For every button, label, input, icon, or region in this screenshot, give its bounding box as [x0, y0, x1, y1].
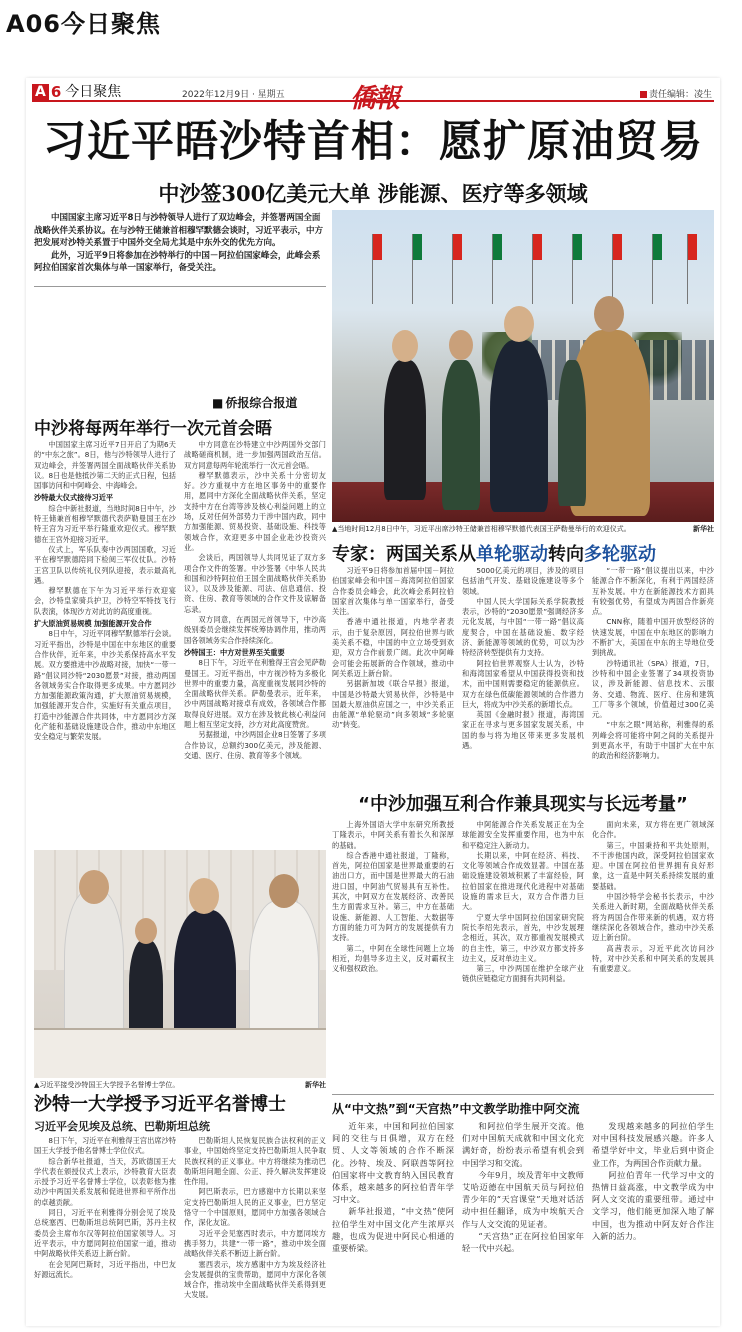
body-paragraph: 8日下午，习近平在利雅得王宫出席沙特国王大学授予他名誉博士学位仪式。 — [34, 1136, 176, 1156]
article1-title: 中沙将每两年举行一次元首会晤 — [34, 419, 272, 439]
article2-column-2 — [184, 1136, 326, 1320]
body-paragraph: 中国人民大学国际关系学院教授表示，沙特的“2030愿景”强调经济多元化发展，与中国“一带一路”倡议高度契合，中国在基础设施、数字经济、新能源等领域的优势，可以为沙特经济转型提供有力支持。 — [462, 596, 584, 658]
body-paragraph: 综合香港中通社报道，丁隆称，首先，阿拉伯国家是世界最重要的石油出口方，而中国是世界最大的石油进口国，中阿油气贸易具有互补性。其次，中阿双方在发展经济、改善民生方面需求互补。第三，中方在基础设施、新能源、人工智能、大数据等方面的能力可为阿方的发展提供有力支持。 — [332, 850, 454, 943]
section-header — [0, 0, 742, 46]
body-paragraph: 第三，中沙两国在维护全球产业链供应链稳定方面拥有共同利益。 — [462, 964, 584, 984]
body-paragraph: 香港中通社报道，内地学者表示，由于复杂原因，阿拉伯世界与欧美关系不稳，中国的中立立场受到欢迎，双方合作前景广阔。此次中阿峰会可能会拓展新的合作领域，推动中阿关系迈上新台阶。 — [332, 617, 454, 678]
body-paragraph: 宁夏大学中国阿拉伯国家研究院院长李绍先表示，首先，中沙发展理念相近，其次，双方都重视发展模式的自主性，第三，中沙双方都支持多边主义，反对单边主义。 — [462, 912, 584, 963]
lead-paragraph: 中国国家主席习近平8日与沙特领导人进行了双边峰会，并签署两国全面战略伙伴关系协议。在与沙特王储兼首相穆罕默德会谈时，习近平表示，中方把发展对沙特关系置于中国外交全局尤其是中东外交的优先方向。 — [34, 213, 324, 248]
body-paragraph: 近年来，中国和阿拉伯国家间的交往与日俱增，双方在经贸、人文等领域的合作不断深化。沙特、埃及、阿联酋等阿拉伯国家将中文教育纳入国民教育体系，越来越多的阿拉伯青年学习中文。 — [332, 1121, 454, 1205]
body-paragraph: 英国《金融时报》报道，海湾国家正在寻求与更多国家发展关系，中国的参与将为地区带来更多发展机遇。 — [462, 710, 584, 751]
issue-date: 2022年12月9日 · 星期五 — [182, 90, 285, 100]
body-paragraph: 上海外国语大学中东研究所教授丁隆表示，中阿关系有着长久和深厚的基础。 — [332, 820, 454, 850]
body-paragraph: 中方同意在沙特建立中沙两国外交部门战略磋商机制，进一步加强两国政治互信。双方同意每两年轮流举行一次元首会晤。 — [184, 440, 326, 470]
body-paragraph: 习近平9日将参加首届中国－阿拉伯国家峰会和中国－海湾阿拉伯国家合作委员会峰会，此次峰会系阿拉伯国家首次集体与单一国家举行，备受关注。 — [332, 566, 454, 617]
body-paragraph: 高茜表示，习近平此次访问沙特，对中沙关系和中阿关系的发展具有重要意义。 — [592, 943, 714, 974]
body-paragraph: 发现越来越多的阿拉伯学生对中国科技发展感兴趣。许多人希望学好中文，毕业后到中资企业工作，为两国合作贡献力量。 — [592, 1121, 714, 1168]
newspaper-logo: 僑報 — [350, 84, 399, 114]
newspaper-page — [26, 78, 720, 1326]
body-paragraph: 穆罕默德表示，沙中关系十分密切友好。沙方重视中方在地区事务中的重要作用，愿同中方深化全面战略伙伴关系，坚定支持中方在台湾等涉及核心利益问题上的立场，反对任何外部势力干涉中国内政，同中方加强能源、贸易投资、基础设施、科技等领域合作，欢迎更多中国企业赴沙投资兴业。 — [184, 470, 326, 552]
section-code: A06今日聚焦 — [6, 10, 161, 38]
main-photo — [332, 210, 714, 522]
responsible-editor: 责任编辑：凌生 — [640, 87, 712, 100]
lead-paragraph: 此外，习近平9日将参加在沙特举行的中国－阿拉伯国家峰会，此峰会系阿拉伯国家首次集体与单一国家举行，备受关注。 — [34, 250, 321, 273]
education-article-title: 从“中文热”到“天宫热”中文教学助推中阿交流 — [332, 1102, 580, 1116]
body-paragraph: 另据新加坡《联合早报》报道，中国是沙特最大贸易伙伴，沙特是中国最大原油供应国之一，中沙关系正由能源“单轮驱动”向多领域“多轮驱动”转变。 — [332, 679, 454, 730]
education-column-2 — [462, 1120, 584, 1320]
body-paragraph: 5000亿美元的项目，涉及的项目包括油气开发、基础设施建设等多个领域。 — [462, 566, 584, 596]
section-subheading: 沙特国王：中方对世界至关重要 — [184, 647, 285, 657]
body-paragraph: 习近平会见塞西时表示，中方愿同埃方携手努力，共建“一带一路”，推动中埃全面战略伙伴关系不断迈上新台阶。 — [184, 1228, 326, 1259]
page-topbar — [32, 82, 714, 114]
cooperation-article-title: “中沙加强互利合作兼具现实与长远考量” — [358, 794, 688, 815]
caption-text: ▲当地时间12月8日中午，习近平出席沙特王储兼首相穆罕默德代表国王萨勒曼举行的欢迎仪式。 — [332, 525, 631, 533]
page-section-name: 今日聚焦 — [65, 84, 122, 100]
expert-article-title — [332, 540, 714, 566]
body-paragraph: 新华社报道，“中文热”使阿拉伯学生对中国文化产生浓厚兴趣，也成为促进中阿民心相通的重要桥梁。 — [332, 1206, 454, 1254]
body-paragraph: 阿巴斯表示，巴方感谢中方长期以来坚定支持巴勒斯坦人民的正义事业，巴方坚定恪守一个中国原则，愿同中方加强各领域合作，深化友谊。 — [184, 1187, 326, 1228]
expert-column-3 — [592, 566, 714, 784]
education-column-1 — [332, 1120, 454, 1320]
divider — [332, 1094, 714, 1095]
body-paragraph: 综合新华社报道，当天，苏欧德国王大学代表在颁授仪式上表示，沙特教育大臣表示授予习近平名誉博士学位，以表彰他为推动沙中两国关系发展和促进世界和平所作出的卓越贡献。 — [34, 1156, 176, 1207]
section-subheading: 沙特最大仪式接待习近平 — [34, 493, 114, 503]
title-part: 专家：两国关系从 — [332, 544, 476, 565]
photo-credit: 新华社 — [693, 525, 714, 533]
photo-credit: 新华社 — [305, 1081, 326, 1089]
body-paragraph: 面向未来，双方将在更广领域深化合作。 — [592, 820, 714, 840]
lead-paragraphs — [34, 212, 326, 275]
page-badge — [32, 84, 121, 100]
education-column-3 — [592, 1120, 714, 1320]
degree-photo-caption — [34, 1080, 326, 1090]
main-subheadline: 中沙签300亿美元大单 涉能源、医疗等多领域 — [158, 181, 588, 206]
body-paragraph: 会谈后，两国领导人共同见证了双方多项合作文件的签署。中沙签署《中华人民共和国和沙特阿拉伯王国全面战略伙伴关系协议》，以及涉及能源、司法、信息通信、投资、住房、教育等领域的合作文件及谅解备忘录。 — [184, 553, 326, 614]
body-paragraph: 阿拉伯青年一代学习中文的热情日益高涨，中文教学成为中阿人文交流的重要纽带。通过中文学习，他们能更加深入地了解中国，也为推动中阿友好合作注入新的活力。 — [592, 1169, 714, 1241]
body-paragraph: CNN称，随着中国开放型经济的快速发展，中国在中东地区的影响力不断扩大，美国在中东的主导地位受到挑战。 — [592, 617, 714, 658]
body-paragraph: 同日，习近平在利雅得分别会见了埃及总统塞西、巴勒斯坦总统阿巴斯，苏丹主权委员会主席布尔汉等阿拉伯国家领导人。习近平表示，中方愿同阿拉伯国家一道，推动中阿战略伙伴关系迈上新台阶。 — [34, 1208, 176, 1259]
section-subheading: 扩大原油贸易规模 加强能源开发合作 — [34, 619, 152, 629]
body-paragraph: 在会见阿巴斯时，习近平指出，中巴友好源远流长。 — [34, 1259, 176, 1279]
main-photo-caption — [332, 524, 714, 534]
page-number: 6 — [50, 83, 62, 101]
article2-column-1 — [34, 1136, 176, 1320]
article2-title: 沙特一大学授予习近平名誉博士 — [34, 1094, 286, 1115]
cooperation-column-2 — [462, 820, 584, 1090]
body-paragraph: 中国国家主席习近平7日开启了为期6天的“中东之旅”。8日，他与沙特领导人进行了双边峰会，并签署两国全面战略伙伴关系协议。8日也是他抵沙第二天的正式日程，包括国事访问和中阿峰会、中海峰会。 — [34, 440, 176, 491]
article1-column-1 — [34, 440, 176, 844]
expert-column-1 — [332, 566, 454, 784]
body-paragraph: 中国沙特学会秘书长表示，中沙关系进入新时期，全面战略伙伴关系将为两国合作带来新的机遇，双方将继续深化各领域合作，推动中沙关系迈上新台阶。 — [592, 892, 714, 943]
body-paragraph: 今年9月，埃及青年中文教师艾哈迈德在中国航天员与阿拉伯青少年的“天宫课堂”天地对话活动中担任翻译，成为中埃航天合作与人文交流的见证者。 — [462, 1169, 584, 1229]
body-paragraph: 8日下午，习近平在利雅得王宫会见萨勒曼国王。习近平指出，中方视沙特为多极化世界中的重要力量，高度重视发展同沙特的全面战略伙伴关系。萨勒曼表示，近年来，沙中两国战略对接卓有成效，各领域合作都取得良好进展。双方在涉及彼此核心利益问题上相互坚定支持，沙方对此高度赞赏。 — [184, 658, 326, 730]
title-highlight: 单轮驱动 — [476, 544, 548, 565]
byline: ■ 侨报综合报道 — [212, 394, 297, 411]
body-paragraph: 塞西表示，埃方感谢中方为埃及经济社会发展提供的宝贵帮助，愿同中方深化各领域合作，推动埃中全面战略伙伴关系得到更大发展。 — [184, 1259, 326, 1300]
body-paragraph: 综合中新社报道，当地时间8日中午，沙特王储兼首相穆罕默德代表萨勒曼国王在沙特王宫为习近平举行隆重欢迎仪式。穆罕默德在王宫外迎接习近平。 — [34, 503, 176, 544]
body-paragraph: “中东之眼”网站称，利雅得的系列峰会将可能将中阿之间的关系提升到更高水平，有助于中国扩大在中东的政治和经济影响力。 — [592, 720, 714, 761]
body-paragraph: 第二，中阿在全球性问题上立场相近，均倡导多边主义，反对霸权主义和强权政治。 — [332, 943, 454, 974]
article2-subtitle: 习近平会见埃及总统、巴勒斯坦总统 — [34, 1120, 210, 1133]
body-paragraph: 巴勒斯坦人民恢复民族合法权利的正义事业，中国始终坚定支持巴勒斯坦人民争取民族权利的正义事业。中方将继续为推动巴勒斯坦问题全面、公正、持久解决发挥建设性作用。 — [184, 1136, 326, 1187]
body-paragraph: 和阿拉伯学生展开交流。他们对中国航天成就和中国文化充满好奇，纷纷表示希望有机会到中国学习和交流。 — [462, 1121, 584, 1168]
body-paragraph: 中阿能源合作关系发展正在为全球能源安全发挥重要作用，也为中东和平稳定注入新动力。 — [462, 820, 584, 850]
caption-text: ▲习近平接受沙特国王大学授予名誉博士学位。 — [34, 1081, 180, 1089]
body-paragraph: 沙特通讯社（SPA）报道，7日，沙特和中国企业签署了34项投资协议，涉及新能源、信息技术、云服务、交通、物流、医疗、住房和建筑工厂等多个领域，价值超过300亿美元。 — [592, 658, 714, 720]
body-paragraph: 第三，中国秉持和平共处原则，不干涉他国内政，深受阿拉伯国家欢迎。中国在阿拉伯世界拥有良好形象，这一直是中阿关系持续发展的重要基础。 — [592, 840, 714, 891]
body-paragraph: 8日中午，习近平同穆罕默德举行会谈。习近平指出，沙特是中国在中东地区的重要合作伙伴，近年来，中沙关系保持高水平发展。双方要推进中沙战略对接，加快“一带一路”倡议同沙特“2030愿景”对接，推动两国各领域务实合作取得更多成果。中方愿同沙方加强能源政策沟通，扩大原油贸易规模，加强能源开发合作，实施好有关重点项目，打造中沙能源合作共同体，中方愿同沙方深化产能和基础设施建设合作，推动中东地区安全稳定与繁荣发展。 — [34, 629, 176, 742]
body-paragraph: “一带一路”倡议提出以来，中沙能源合作不断深化，有利于两国经济互补发展。中方在新能源技术方面具有较强优势，有望成为两国合作新亮点。 — [592, 566, 714, 617]
body-paragraph: 穆罕默德在下午为习近平举行欢迎宴会，沙特皇家骑兵护卫，沙特空军特技飞行队表演，体现沙方对此访的高度重视。 — [34, 586, 176, 616]
expert-column-2 — [462, 566, 584, 784]
cooperation-column-1 — [332, 820, 454, 1090]
title-highlight: 多轮驱动 — [584, 544, 656, 565]
title-part: 转向 — [548, 544, 584, 565]
page-letter: A — [32, 84, 49, 100]
main-headline: 习近平晤沙特首相：愿扩原油贸易 — [43, 117, 703, 167]
degree-ceremony-photo — [34, 850, 326, 1078]
body-paragraph: 阿拉伯世界观察人士认为，沙特和海湾国家希望从中国获得投资和技术，而中国则需要稳定的能源供应。双方在绿色低碳能源领域的合作潜力巨大，将成为中沙关系的新增长点。 — [462, 658, 584, 709]
body-paragraph: 长期以来，中阿在经济、科技、文化等领域合作成效显著。中国在基础设施建设领域积累了丰富经验，阿拉伯国家在推进现代化进程中对基础设施的需求巨大，双方合作潜力巨大。 — [462, 850, 584, 912]
cooperation-column-3 — [592, 820, 714, 1090]
body-paragraph: “天宫热”正在阿拉伯国家年轻一代中兴起。 — [462, 1230, 584, 1254]
article1-column-2 — [184, 440, 326, 844]
body-paragraph: 双方同意，在两国元首领导下，中沙高级别委员会继续发挥统筹协调作用，推动两国各领域务实合作持续深化。 — [184, 615, 326, 645]
flags — [332, 234, 714, 294]
body-paragraph: 仪式上，军乐队奏中沙两国国歌，习近平在穆罕默德陪同下检阅三军仪仗队。沙特王宫卫队以传统礼仪列队迎接，表示最高礼遇。 — [34, 544, 176, 585]
divider — [34, 286, 326, 287]
body-paragraph: 另据报道，中沙两国企业8日签署了多项合作协议，总额约300亿美元，涉及能源、交通、医疗、住房、教育等多个领域。 — [184, 730, 326, 760]
